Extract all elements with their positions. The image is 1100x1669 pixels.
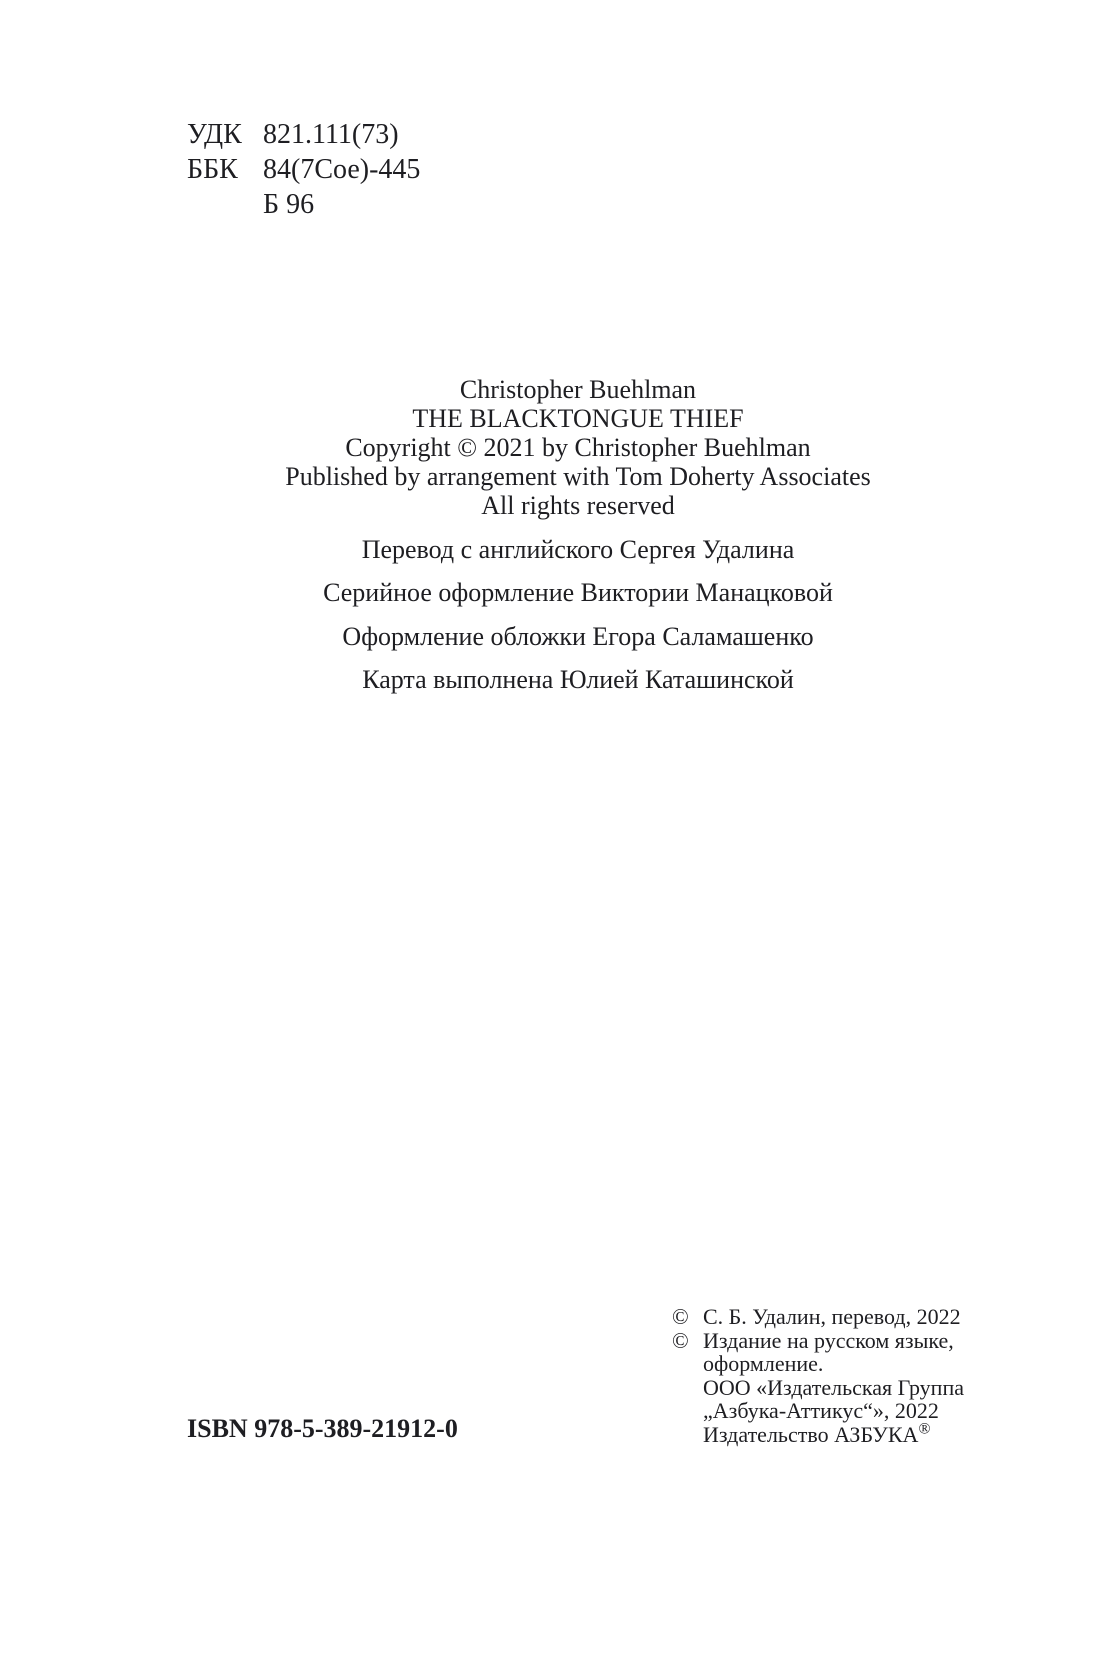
copyright-edition-line-5: [703, 1420, 964, 1447]
copyright-line: Copyright © 2021 by Christopher Buehlman: [345, 433, 811, 462]
author-name: Christopher Buehlman: [459, 375, 697, 404]
cover-design-credit: Оформление обложки Егора Саламашенко: [342, 621, 814, 651]
copyright-entry-text: [703, 1305, 961, 1329]
author-sign: Б 96: [263, 189, 315, 220]
copyright-edition-line-4: „Азбука-Аттикус“», 2022: [703, 1398, 939, 1423]
copyright-entry-translation: [672, 1305, 964, 1329]
original-title-block: [28, 375, 1100, 520]
copyright-symbol: ©: [672, 1327, 689, 1353]
udk-value: 821.111(73): [263, 119, 399, 150]
copyright-entry-edition: [672, 1329, 964, 1447]
author-sign-spacer: [187, 187, 263, 222]
publisher-name: Издательство АЗБУКА: [703, 1421, 919, 1447]
map-credit: Карта выполнена Юлией Каташинской: [362, 665, 794, 694]
copyright-entry-text: [703, 1329, 964, 1447]
rights-line: All rights reserved: [481, 491, 675, 520]
registered-trademark-mark: ®: [918, 1420, 931, 1438]
udk-row: [187, 117, 420, 152]
bbk-row: [187, 152, 420, 187]
russian-copyright-block: [672, 1305, 964, 1446]
series-design-credit: Серийное оформление Виктории Манацковой: [323, 578, 833, 607]
translator-credit: Перевод с английского Сергея Удалина: [361, 534, 795, 564]
copyright-edition-line-2: оформление.: [703, 1351, 824, 1376]
copyright-edition-line-3: ООО «Издательская Группа: [703, 1374, 964, 1400]
copyright-symbol: ©: [672, 1304, 689, 1329]
isbn: ISBN 978-5-389-21912-0: [187, 1414, 458, 1443]
classification-block: [187, 117, 420, 222]
imprint-center-column: [28, 375, 1100, 694]
copyright-edition-line-1: Издание на русском языке,: [703, 1327, 954, 1353]
copyright-translation-line: С. Б. Удалин, перевод, 2022: [703, 1304, 961, 1329]
author-sign-row: [187, 187, 420, 222]
published-line: Published by arrangement with Tom Doherty Associates: [285, 462, 871, 491]
bbk-label: ББК: [187, 154, 238, 185]
original-title: THE BLACKTONGUE THIEF: [412, 404, 744, 433]
udk-label: УДК: [187, 119, 242, 150]
bbk-value: 84(7Сое)-445: [263, 154, 421, 185]
